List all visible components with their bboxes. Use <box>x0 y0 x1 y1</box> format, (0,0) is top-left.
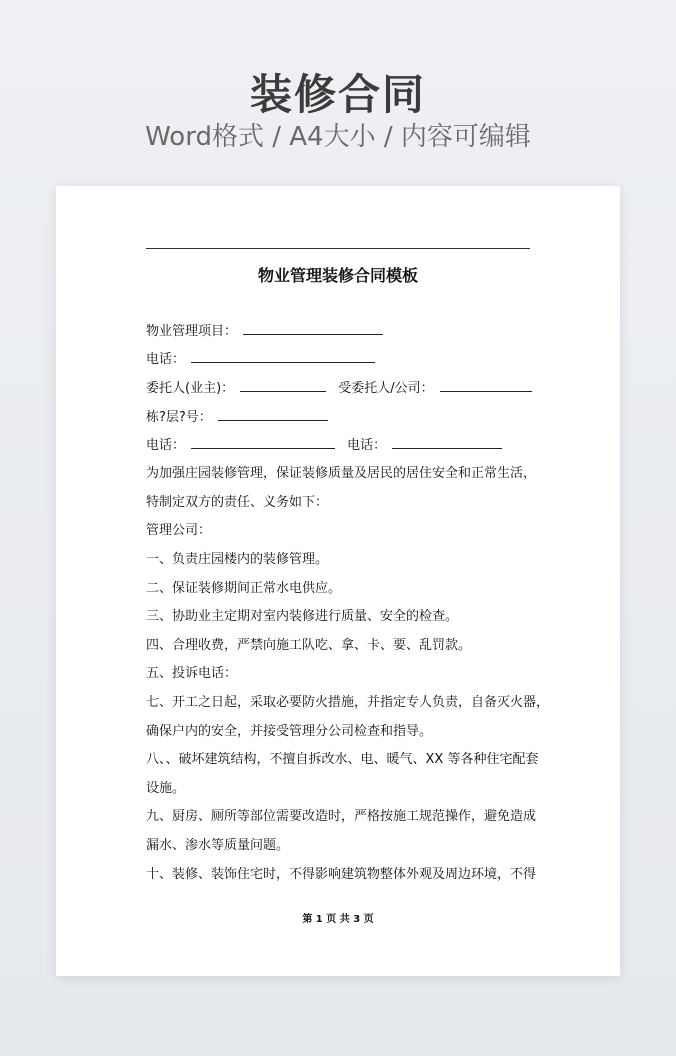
phone-blank <box>191 350 375 363</box>
phone2-blank <box>191 436 335 449</box>
paragraph-line: 七、开工之日起，采取必要防火措施，并指定专人负责，自备灭火器， <box>146 695 550 710</box>
unit-blank <box>218 408 328 421</box>
project-field <box>146 322 383 341</box>
parties-field <box>146 379 532 398</box>
phones-field <box>146 436 502 455</box>
paragraph-line: 管理公司： <box>146 523 212 538</box>
document-page <box>56 186 620 976</box>
paragraph-line: 特制定双方的责任、义务如下： <box>146 495 329 510</box>
paragraph-line: 确保户内的安全，并接受管理分公司检查和指导。 <box>146 724 433 739</box>
unit-field <box>146 408 328 427</box>
client-blank <box>240 379 326 392</box>
contractor-blank <box>440 379 532 392</box>
paragraph-line: 八、、破坏建筑结构，不擅自拆改水、电、暖气、XX 等各种住宅配套 <box>146 752 539 767</box>
paragraph-line: 四、合理收费，严禁向施工队吃、拿、卡、要、乱罚款。 <box>146 638 472 653</box>
paragraph-line: 十、装修、装饰住宅时，不得影响建筑物整体外观及周边环境，不得 <box>146 867 537 882</box>
paragraph-line: 为加强庄园装修管理，保证装修质量及居民的居住安全和正常生活， <box>146 466 537 481</box>
header-rule <box>146 248 530 249</box>
document-title: 物业管理装修合同模板 <box>257 266 418 285</box>
project-label: 物业管理项目： <box>146 324 238 339</box>
phone2-label: 电话： <box>146 438 186 453</box>
contractor-label: 受委托人/公司： <box>338 381 434 396</box>
unit-label: 栋?层?号： <box>146 410 212 425</box>
client-label: 委托人(业主)： <box>146 381 235 396</box>
page-footer: 第 1 页 共 3 页 <box>302 914 374 925</box>
phone3-label: 电话： <box>347 438 387 453</box>
phone-label: 电话： <box>146 352 186 367</box>
project-blank <box>243 322 383 335</box>
paragraph-line: 三、协助业主定期对室内装修进行质量、安全的检查。 <box>146 609 459 624</box>
banner-title: 装修合同 <box>249 70 426 119</box>
banner-subtitle: Word格式 / A4大小 / 内容可编辑 <box>145 122 531 152</box>
phone3-blank <box>392 436 502 449</box>
paragraph-line: 漏水、渗水等质量问题。 <box>146 838 290 853</box>
paragraph-line: 五、投诉电话： <box>146 666 238 681</box>
phone-field <box>146 350 375 369</box>
paragraph-line: 一、负责庄园楼内的装修管理。 <box>146 552 329 567</box>
paragraph-line: 二、保证装修期间正常水电供应。 <box>146 581 342 596</box>
paragraph-line: 九、厨房、厕所等部位需要改造时，严格按施工规范操作，避免造成 <box>146 809 537 824</box>
paragraph-line: 设施。 <box>146 781 186 796</box>
